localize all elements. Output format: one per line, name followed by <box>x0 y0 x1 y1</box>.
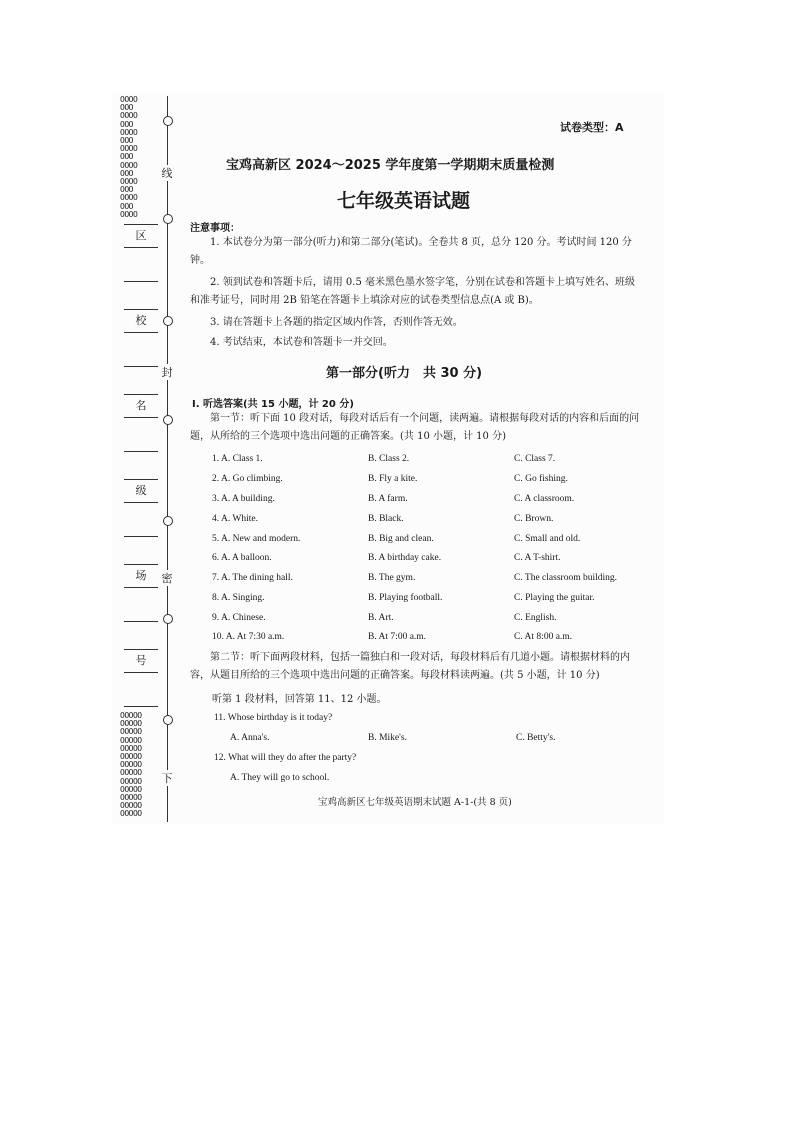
field-label: 级 <box>124 479 158 503</box>
question-1-option-c: C. Class 7. <box>514 454 556 464</box>
field-label: 区 <box>124 224 158 248</box>
question-1-option-a: 1. A. Class 1. <box>212 454 263 464</box>
question-7-option-b: B. The gym. <box>368 573 416 583</box>
question-10-option-a: 10. A. At 7:30 a.m. <box>212 632 285 642</box>
question-11-stem: 11. Whose birthday is it today? <box>214 713 333 723</box>
field-district[interactable] <box>124 224 158 290</box>
section-heading: Ⅰ. 听选答案(共 15 小题，计 20 分) <box>192 399 354 410</box>
question-7-option-a: 7. A. The dining hall. <box>212 573 293 583</box>
binding-holes-top: OOOO OOO OOOO OOO OOOO OOO OOOO OOO OOOO OOO OOOO OOO OOOO OOO OOOO <box>120 95 138 219</box>
seal-char-feng: 封 <box>158 364 176 380</box>
question-2-option-c: C. Go fishing. <box>514 474 568 484</box>
field-label: 校 <box>124 309 158 333</box>
note-4: 4. 考试结束，本试卷和答题卡一并交回。 <box>210 337 393 348</box>
note-2: 2. 领到试卷和答题卡后，请用 0.5 毫米黑色墨水签字笔，分别在试卷和答题卡上填写姓名、班级和准考证号，同时用 2B 铅笔在答题卡上填涂对应的试卷类型信息点(A 或 B)。 <box>190 277 635 306</box>
field-exam-room[interactable] <box>124 564 158 630</box>
question-9-option-b: B. Art. <box>368 613 394 623</box>
notes-heading: 注意事项： <box>190 223 240 234</box>
material-1-instruction: 听第 1 段材料，回答第 11、12 小题。 <box>212 694 387 705</box>
field-label: 场 <box>124 564 158 588</box>
field-label: 号 <box>124 649 158 673</box>
binding-dot <box>163 214 173 224</box>
question-8-option-b: B. Playing football. <box>368 593 443 603</box>
seal-char-xian: 线 <box>158 165 176 181</box>
page-footer: 宝鸡高新区七年级英语期末试题 A-1-(共 8 页) <box>318 797 512 808</box>
question-7-option-c: C. The classroom building. <box>514 573 617 583</box>
section-2-instructions: 第二节：听下面两段材料，包括一篇独白和一段对话，每段材料后有几道小题。请根据材料的内容，从题目所给的三个选项中选出问题的正确答案。每段材料读两遍。(共 5 小题，计 10 分) <box>190 652 630 681</box>
binding-dot <box>163 614 173 624</box>
question-5-option-b: B. Big and clean. <box>368 534 434 544</box>
question-12-stem: 12. What will they do after the party? <box>214 753 357 763</box>
question-5-option-c: C. Small and old. <box>514 534 581 544</box>
field-class[interactable] <box>124 479 158 545</box>
field-box[interactable] <box>124 672 158 707</box>
question-2-option-b: B. Fly a kite. <box>368 474 418 484</box>
question-3-option-b: B. A farm. <box>368 494 408 504</box>
binding-dot <box>163 316 173 326</box>
paper-type: 试卷类型：A <box>560 121 624 134</box>
note-1: 1. 本试卷分为第一部分(听力)和第二部分(笔试)。全卷共 8 页，总分 120 分。考试时间 120 分钟。 <box>190 237 632 266</box>
seal-char-xia: 下 <box>158 770 176 786</box>
question-4-option-b: B. Black. <box>368 514 404 524</box>
main-title: 七年级英语试题 <box>337 190 471 212</box>
field-box[interactable] <box>124 502 158 537</box>
field-name[interactable] <box>124 394 158 460</box>
field-label: 名 <box>124 394 158 418</box>
binding-dot <box>163 715 173 725</box>
question-6-option-b: B. A birthday cake. <box>368 553 442 563</box>
question-11-option-b: B. Mike's. <box>368 733 407 743</box>
binding-dot <box>163 415 173 425</box>
question-9-option-c: C. English. <box>514 613 557 623</box>
question-9-option-a: 9. A. Chinese. <box>212 613 266 623</box>
seal-char-mi: 密 <box>158 570 176 586</box>
question-12-option-a: A. They will go to school. <box>230 773 330 783</box>
field-box[interactable] <box>124 417 158 452</box>
question-10-option-c: C. At 8:00 a.m. <box>514 632 573 642</box>
part-title: 第一部分(听力 共 30 分) <box>326 366 483 381</box>
question-8-option-a: 8. A. Singing. <box>212 593 265 603</box>
binding-holes-bottom: OOOOO OOOOO OOOOO OOOOO OOOOO OOOOO OOOOO OOOOO OOOOO OOOOO OOOOO OOOOO OOOOO <box>120 711 142 819</box>
question-11-option-c: C. Betty's. <box>516 733 556 743</box>
field-box[interactable] <box>124 587 158 622</box>
binding-dot <box>163 116 173 126</box>
question-5-option-a: 5. A. New and modern. <box>212 534 301 544</box>
binding-line <box>167 96 168 822</box>
question-10-option-b: B. At 7:00 a.m. <box>368 632 427 642</box>
question-2-option-a: 2. A. Go climbing. <box>212 474 283 484</box>
question-6-option-c: C. A T-shirt. <box>514 553 561 563</box>
section-1-instructions: 第一节：听下面 10 段对话，每段对话后有一个问题，读两遍。请根据每段对话的内容和后面的问题，从所给的三个选项中选出问题的正确答案。(共 10 小题，计 10 分) <box>190 413 640 442</box>
question-4-option-a: 4. A. White. <box>212 514 259 524</box>
question-3-option-c: C. A classroom. <box>514 494 575 504</box>
field-box[interactable] <box>124 332 158 367</box>
question-4-option-c: C. Brown. <box>514 514 554 524</box>
exam-title-line: 宝鸡高新区 2024～2025 学年度第一学期期末质量检测 <box>226 158 555 173</box>
binding-dot <box>163 516 173 526</box>
field-school[interactable] <box>124 309 158 375</box>
field-box[interactable] <box>124 247 158 282</box>
question-1-option-b: B. Class 2. <box>368 454 410 464</box>
question-8-option-c: C. Playing the guitar. <box>514 593 595 603</box>
question-11-option-a: A. Anna's. <box>230 733 270 743</box>
field-number[interactable] <box>124 649 158 715</box>
note-3: 3. 请在答题卡上各题的指定区域内作答，否则作答无效。 <box>210 317 463 328</box>
question-3-option-a: 3. A. A building. <box>212 494 275 504</box>
question-6-option-a: 6. A. A balloon. <box>212 553 272 563</box>
